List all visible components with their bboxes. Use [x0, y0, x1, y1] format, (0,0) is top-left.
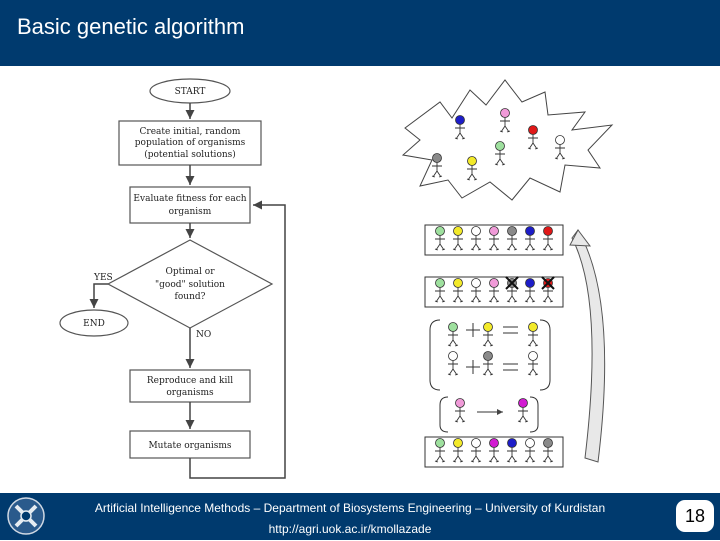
- slide-title: Basic genetic algorithm: [17, 14, 245, 39]
- footer-bar: [0, 493, 720, 540]
- decision-line3: found?: [174, 292, 206, 302]
- left-bracket: [430, 320, 440, 390]
- footer-url[interactable]: http://agri.uok.ac.ir/kmollazade: [268, 522, 432, 536]
- starburst: [403, 80, 612, 200]
- start-label: START: [174, 87, 206, 97]
- right-bracket: [540, 320, 550, 390]
- create-population-line1: Create initial, random: [139, 127, 241, 137]
- organism-icon: [448, 352, 458, 376]
- left-bracket: [440, 397, 448, 432]
- organism-icon: [483, 323, 493, 347]
- no-label: NO: [196, 330, 212, 340]
- footer-text: Artificial Intelligence Methods – Department of Biosystems Engineering – University of Kurdistan: [94, 501, 606, 515]
- organism-icon: [455, 399, 465, 423]
- create-population-line3: (potential solutions): [144, 150, 236, 160]
- right-bracket: [530, 397, 538, 432]
- create-population-line2: population of organisms: [134, 138, 246, 148]
- reproduce-line2: organisms: [166, 388, 214, 398]
- university-logo-icon: [6, 496, 46, 536]
- evaluate-fitness-line2: organism: [168, 207, 212, 217]
- yes-label: YES: [94, 273, 113, 283]
- mutate-label: Mutate organisms: [148, 441, 232, 451]
- organism-icon: [483, 352, 493, 376]
- population-illustration: [403, 80, 612, 467]
- organism-icon: [518, 399, 528, 423]
- evaluate-fitness-line1: Evaluate fitness for each: [133, 194, 247, 204]
- flowchart: [60, 79, 285, 478]
- cycle-arrow: [572, 230, 605, 462]
- reproduce-line1: Reproduce and kill: [146, 376, 234, 386]
- organism-icon: [528, 323, 538, 347]
- yes-arrow: [94, 284, 108, 308]
- evaluate-fitness-box: [130, 187, 250, 223]
- organism-icon: [448, 323, 458, 347]
- end-label: END: [83, 319, 105, 329]
- decision-line2: "good" solution: [155, 280, 225, 290]
- slide-number: 18: [676, 500, 714, 532]
- decision-line1: Optimal or: [165, 267, 215, 277]
- organism-icon: [528, 352, 538, 376]
